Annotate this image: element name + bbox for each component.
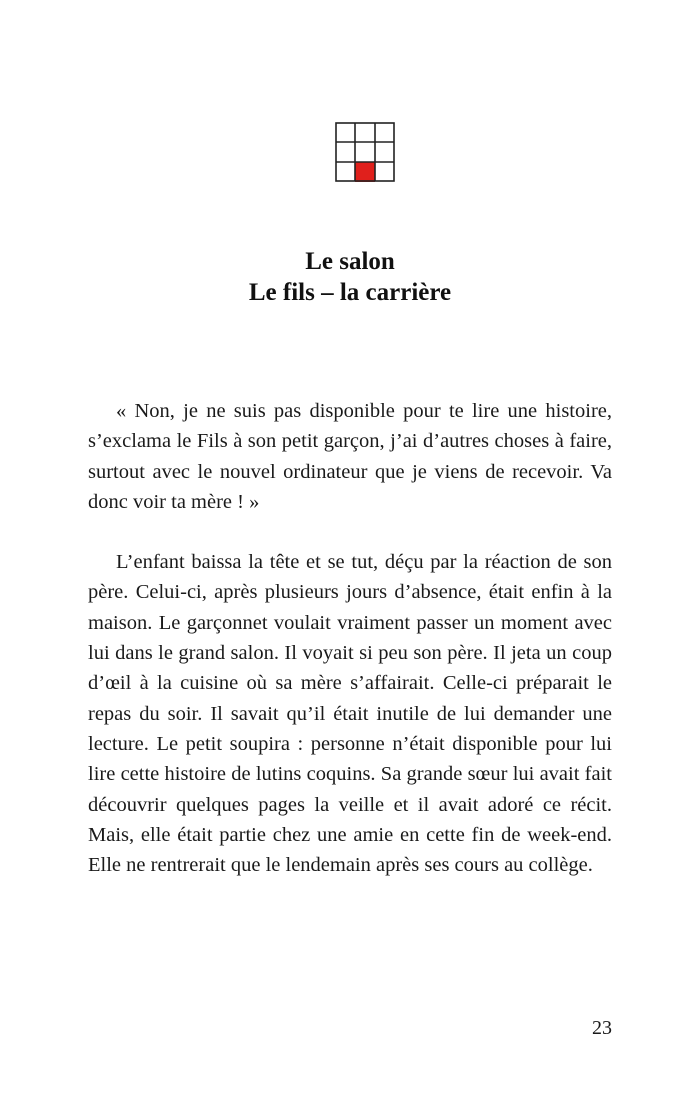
chapter-subtitle: Le fils – la carrière [248,279,452,306]
paragraph-2: L’enfant baissa la tête et se tut, déçu par la réaction de son père. Celui-ci, après plusieurs jours d’absence, était enfin à la maison. Le garçonnet voulait vraiment passer un moment avec lui dans le grand salon. Il voyait si peu son père. Il jeta un coup d’œil à la cuisine où sa mère s’affairait. Celle-ci préparait le repas du soir. Il savait qu’il était inutile de lui demander une lecture. Le petit soupira : personne n’était disponible pour lui lire cette histoire de lutins coquins. Sa grande sœur lui avait fait découvrir quelques pages la veille et il avait adoré ce récit. Mais, elle était partie chez une amie en cette fin de week-end. Elle ne rentrerait que le lendemain après ses cours au collège. [88,551,612,877]
chapter-body [88,396,612,880]
grid-ornament-icon [335,122,395,182]
chapter-title: Le salon [305,248,395,275]
paragraph-spacer [88,517,612,547]
page-number: 23 [592,1017,612,1039]
grid-highlight-cell [355,162,375,182]
chapter-heading [0,246,700,308]
paragraph-1: « Non, je ne suis pas disponible pour te lire une histoire, s’exclama le Fils à son petit garçon, j’ai d’autres choses à faire, surtout avec le nouvel ordinateur que je viens de recevoir. Va donc voir ta mère ! » [88,400,612,513]
